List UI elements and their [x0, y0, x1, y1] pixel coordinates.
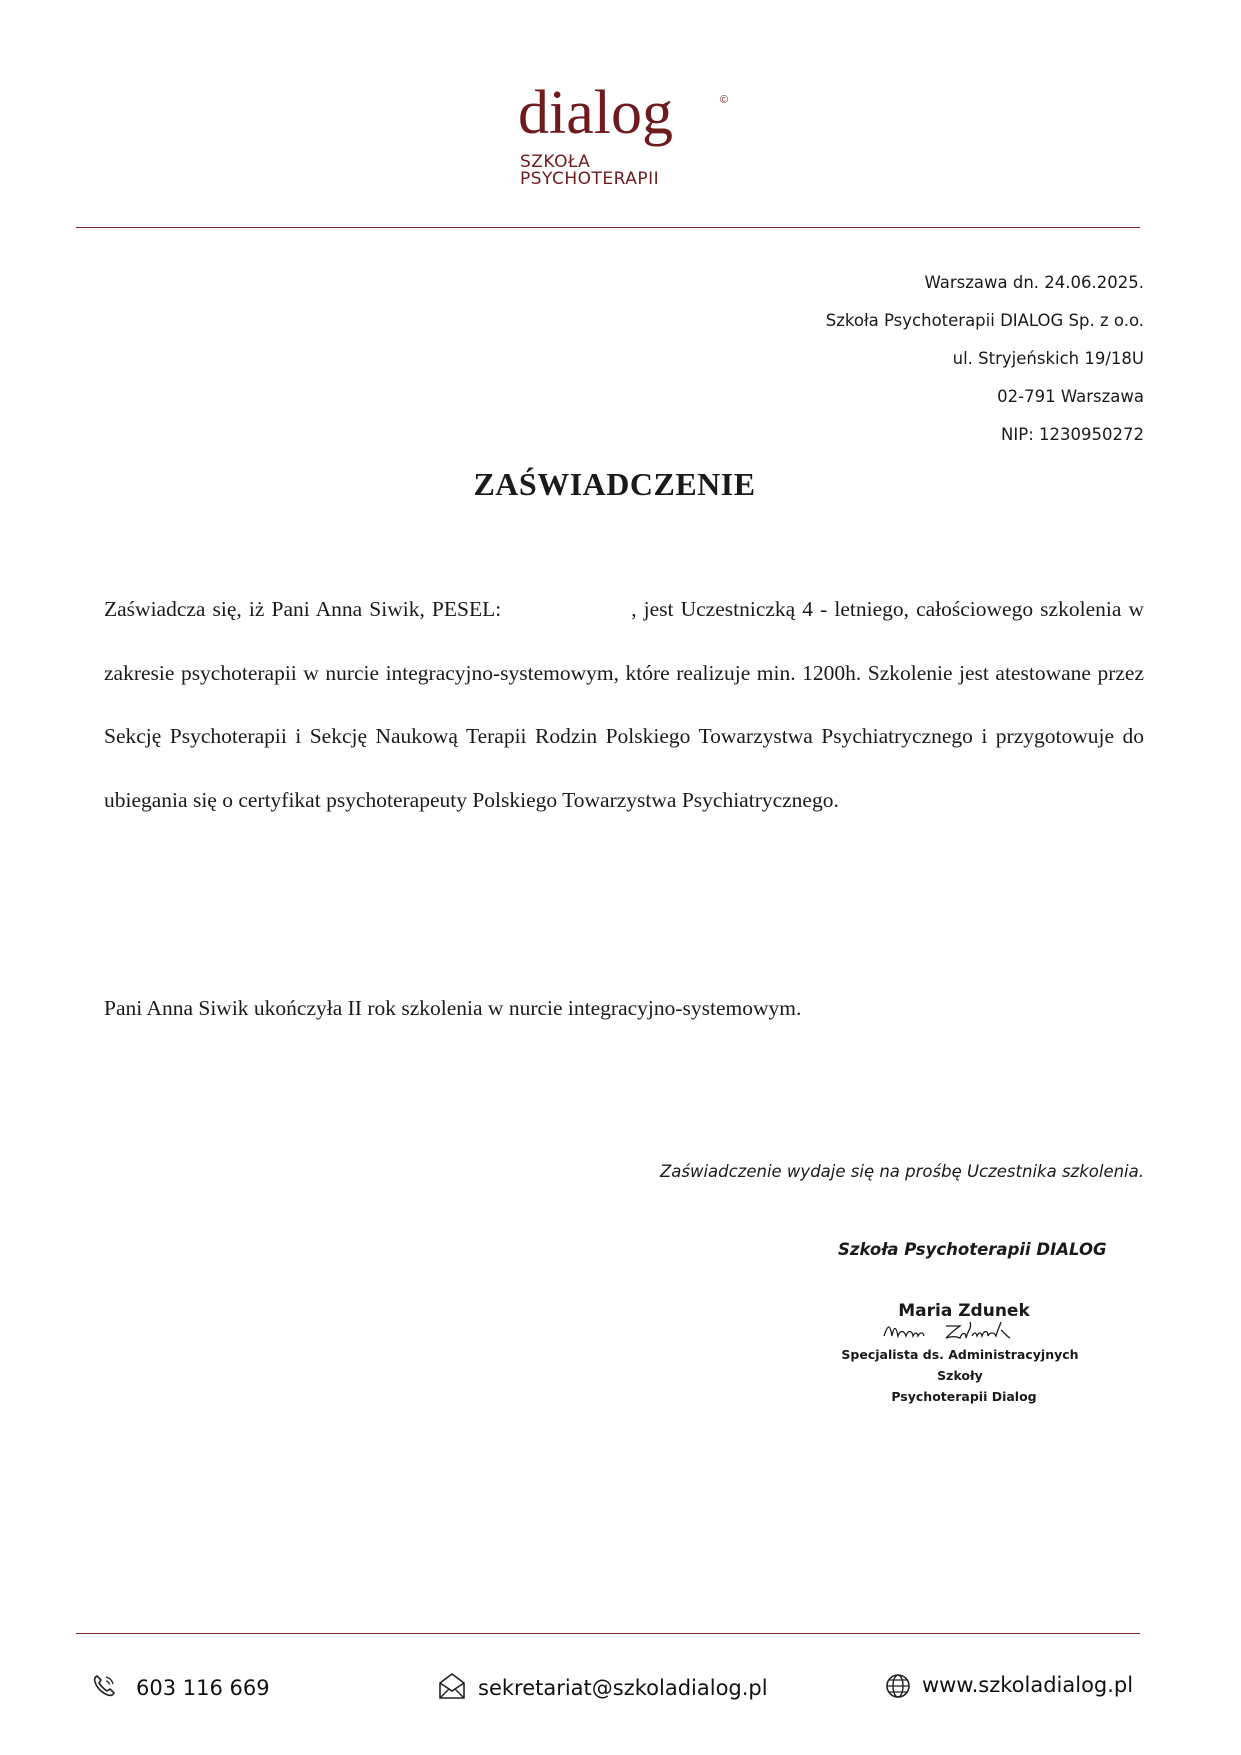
footer-phone	[90, 1668, 270, 1708]
stamp-role-line2: Psychoterapii Dialog	[891, 1389, 1037, 1404]
document-title-text: ZAŚWIADCZENIE	[473, 466, 756, 502]
logo-subtitle-line1: SZKOŁA	[520, 152, 591, 172]
body-part1: Zaświadcza się, iż Pani Anna Siwik, PESEL:	[104, 597, 502, 621]
signature-scribble-icon	[880, 1318, 1050, 1344]
logo-subtitle-line2: PSYCHOTERAPII	[520, 169, 660, 189]
footer-email	[436, 1668, 768, 1708]
logo-wordmark: dialog	[518, 79, 673, 147]
phone-icon	[90, 1672, 118, 1705]
footer-divider	[76, 1633, 1140, 1634]
school-signature-line: Szkoła Psychoterapii DIALOG	[838, 1240, 1107, 1259]
signature-stamp	[820, 1300, 1100, 1407]
globe-icon	[884, 1672, 912, 1705]
street-address: ul. Stryjeńskich 19/18U	[952, 349, 1144, 368]
handwritten-signature	[820, 1322, 1100, 1344]
dialog-logo	[518, 79, 729, 198]
stamp-name: Maria Zdunek	[898, 1301, 1030, 1321]
footer-phone-number: 603 116 669	[136, 1676, 270, 1700]
certificate-body	[104, 578, 1144, 832]
date-line: Warszawa dn. 24.06.2025.	[924, 273, 1144, 292]
document-title	[0, 466, 1241, 503]
envelope-icon	[436, 1670, 468, 1707]
logo-copyright-mark: ©	[720, 94, 729, 106]
nip-line: NIP: 1230950272	[1001, 425, 1144, 444]
header-divider	[76, 227, 1140, 228]
footer-email-address: sekretariat@szkoladialog.pl	[478, 1676, 768, 1700]
footer-website-url: www.szkoladialog.pl	[922, 1673, 1134, 1697]
issued-note: Zaświadczenie wydaje się na prośbę Uczestnika szkolenia.	[659, 1162, 1144, 1181]
footer-website	[884, 1668, 1133, 1708]
city-line: 02-791 Warszawa	[997, 387, 1144, 406]
org-name: Szkoła Psychoterapii DIALOG Sp. z o.o.	[825, 311, 1144, 330]
stamp-role-line1: Specjalista ds. Administracyjnych Szkoły	[841, 1347, 1079, 1383]
completion-statement: Pani Anna Siwik ukończyła II rok szkolenia w nurcie integracyjno-systemowym.	[104, 996, 802, 1020]
body-part2: , jest Uczestniczką 4 - letniego, całościowego szkolenia w zakresie psychoterapii w nurcie integracyjno-systemowym, które realizuje min. 1200h. Szkolenie jest atestowane przez Sekcję Psychoterapii i Sekcję Naukową Terapii Rodzin Polskiego Towarzystwa Psychiatrycznego i przygotowuje do ubiegania się o certyfikat psychoterapeuty Polskiego Towarzystwa Psychiatrycznego.	[104, 597, 1144, 812]
sender-address-block	[826, 270, 1144, 460]
